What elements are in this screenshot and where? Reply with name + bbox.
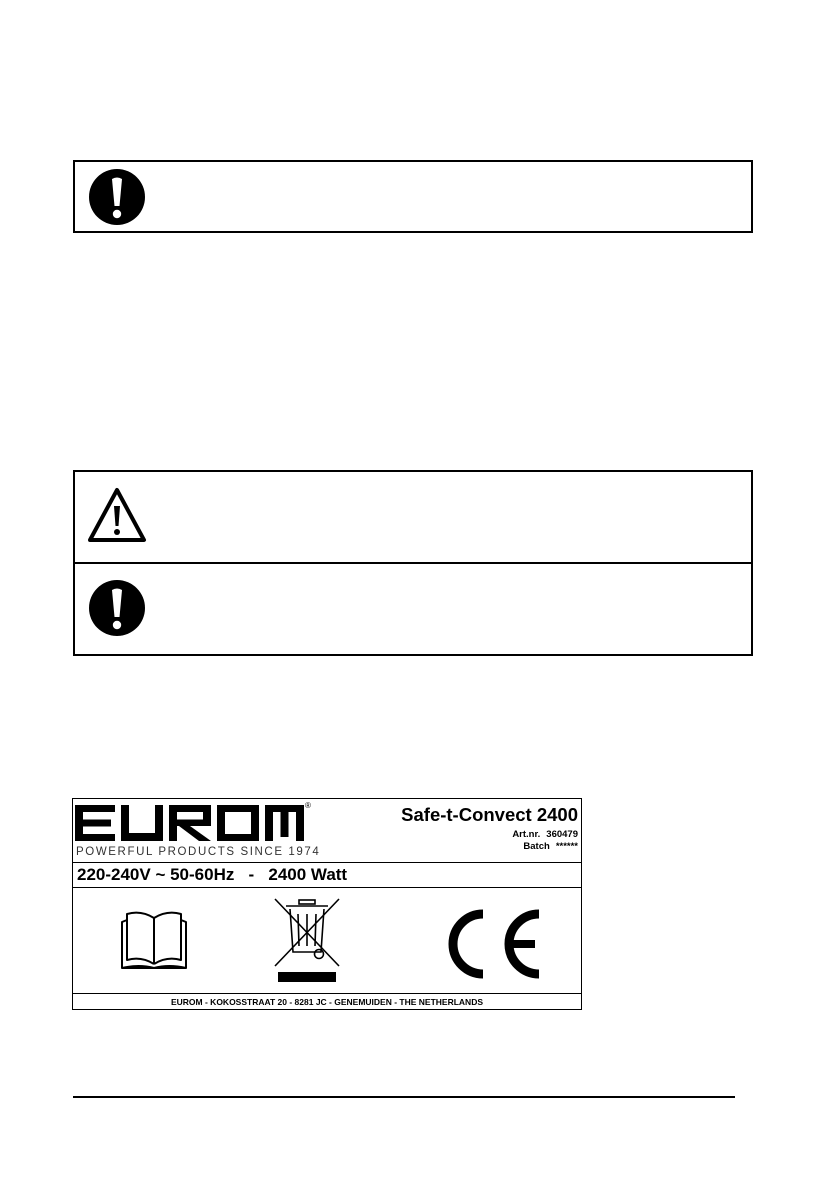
exclamation-circle-icon (87, 578, 147, 638)
notice-box (73, 160, 753, 233)
batch-label: Batch (523, 841, 550, 852)
article-number (512, 829, 578, 840)
notice-row (75, 564, 751, 654)
exclamation-circle-icon (87, 167, 147, 227)
registered-mark: ® (305, 801, 311, 810)
eurom-logo (75, 803, 305, 843)
book-manual-icon (119, 908, 189, 972)
batch-value: ****** (555, 841, 578, 852)
electrical-rating: 220-240V ~ 50-60Hz - 2400 Watt (73, 863, 581, 888)
crossed-out-bin-icon (272, 896, 342, 986)
ce-mark-icon (439, 908, 545, 980)
art-nr-label: Art.nr. (512, 829, 541, 840)
footer-divider (73, 1096, 735, 1098)
art-nr-value: 360479 (546, 829, 578, 840)
warning-row (75, 472, 751, 564)
plate-symbols (73, 888, 581, 994)
rating-plate (72, 798, 582, 1010)
plate-header (73, 799, 581, 863)
warning-triangle-icon (87, 486, 147, 546)
brand-tagline: POWERFUL PRODUCTS SINCE 1974 (76, 846, 321, 858)
model-name: Safe-t-Convect 2400 (401, 804, 578, 825)
manufacturer-address: EUROM - KOKOSSTRAAT 20 - 8281 JC - GENEMUIDEN - THE NETHERLANDS (170, 997, 483, 1007)
batch-number (523, 841, 578, 852)
warning-notice-box (73, 470, 753, 656)
